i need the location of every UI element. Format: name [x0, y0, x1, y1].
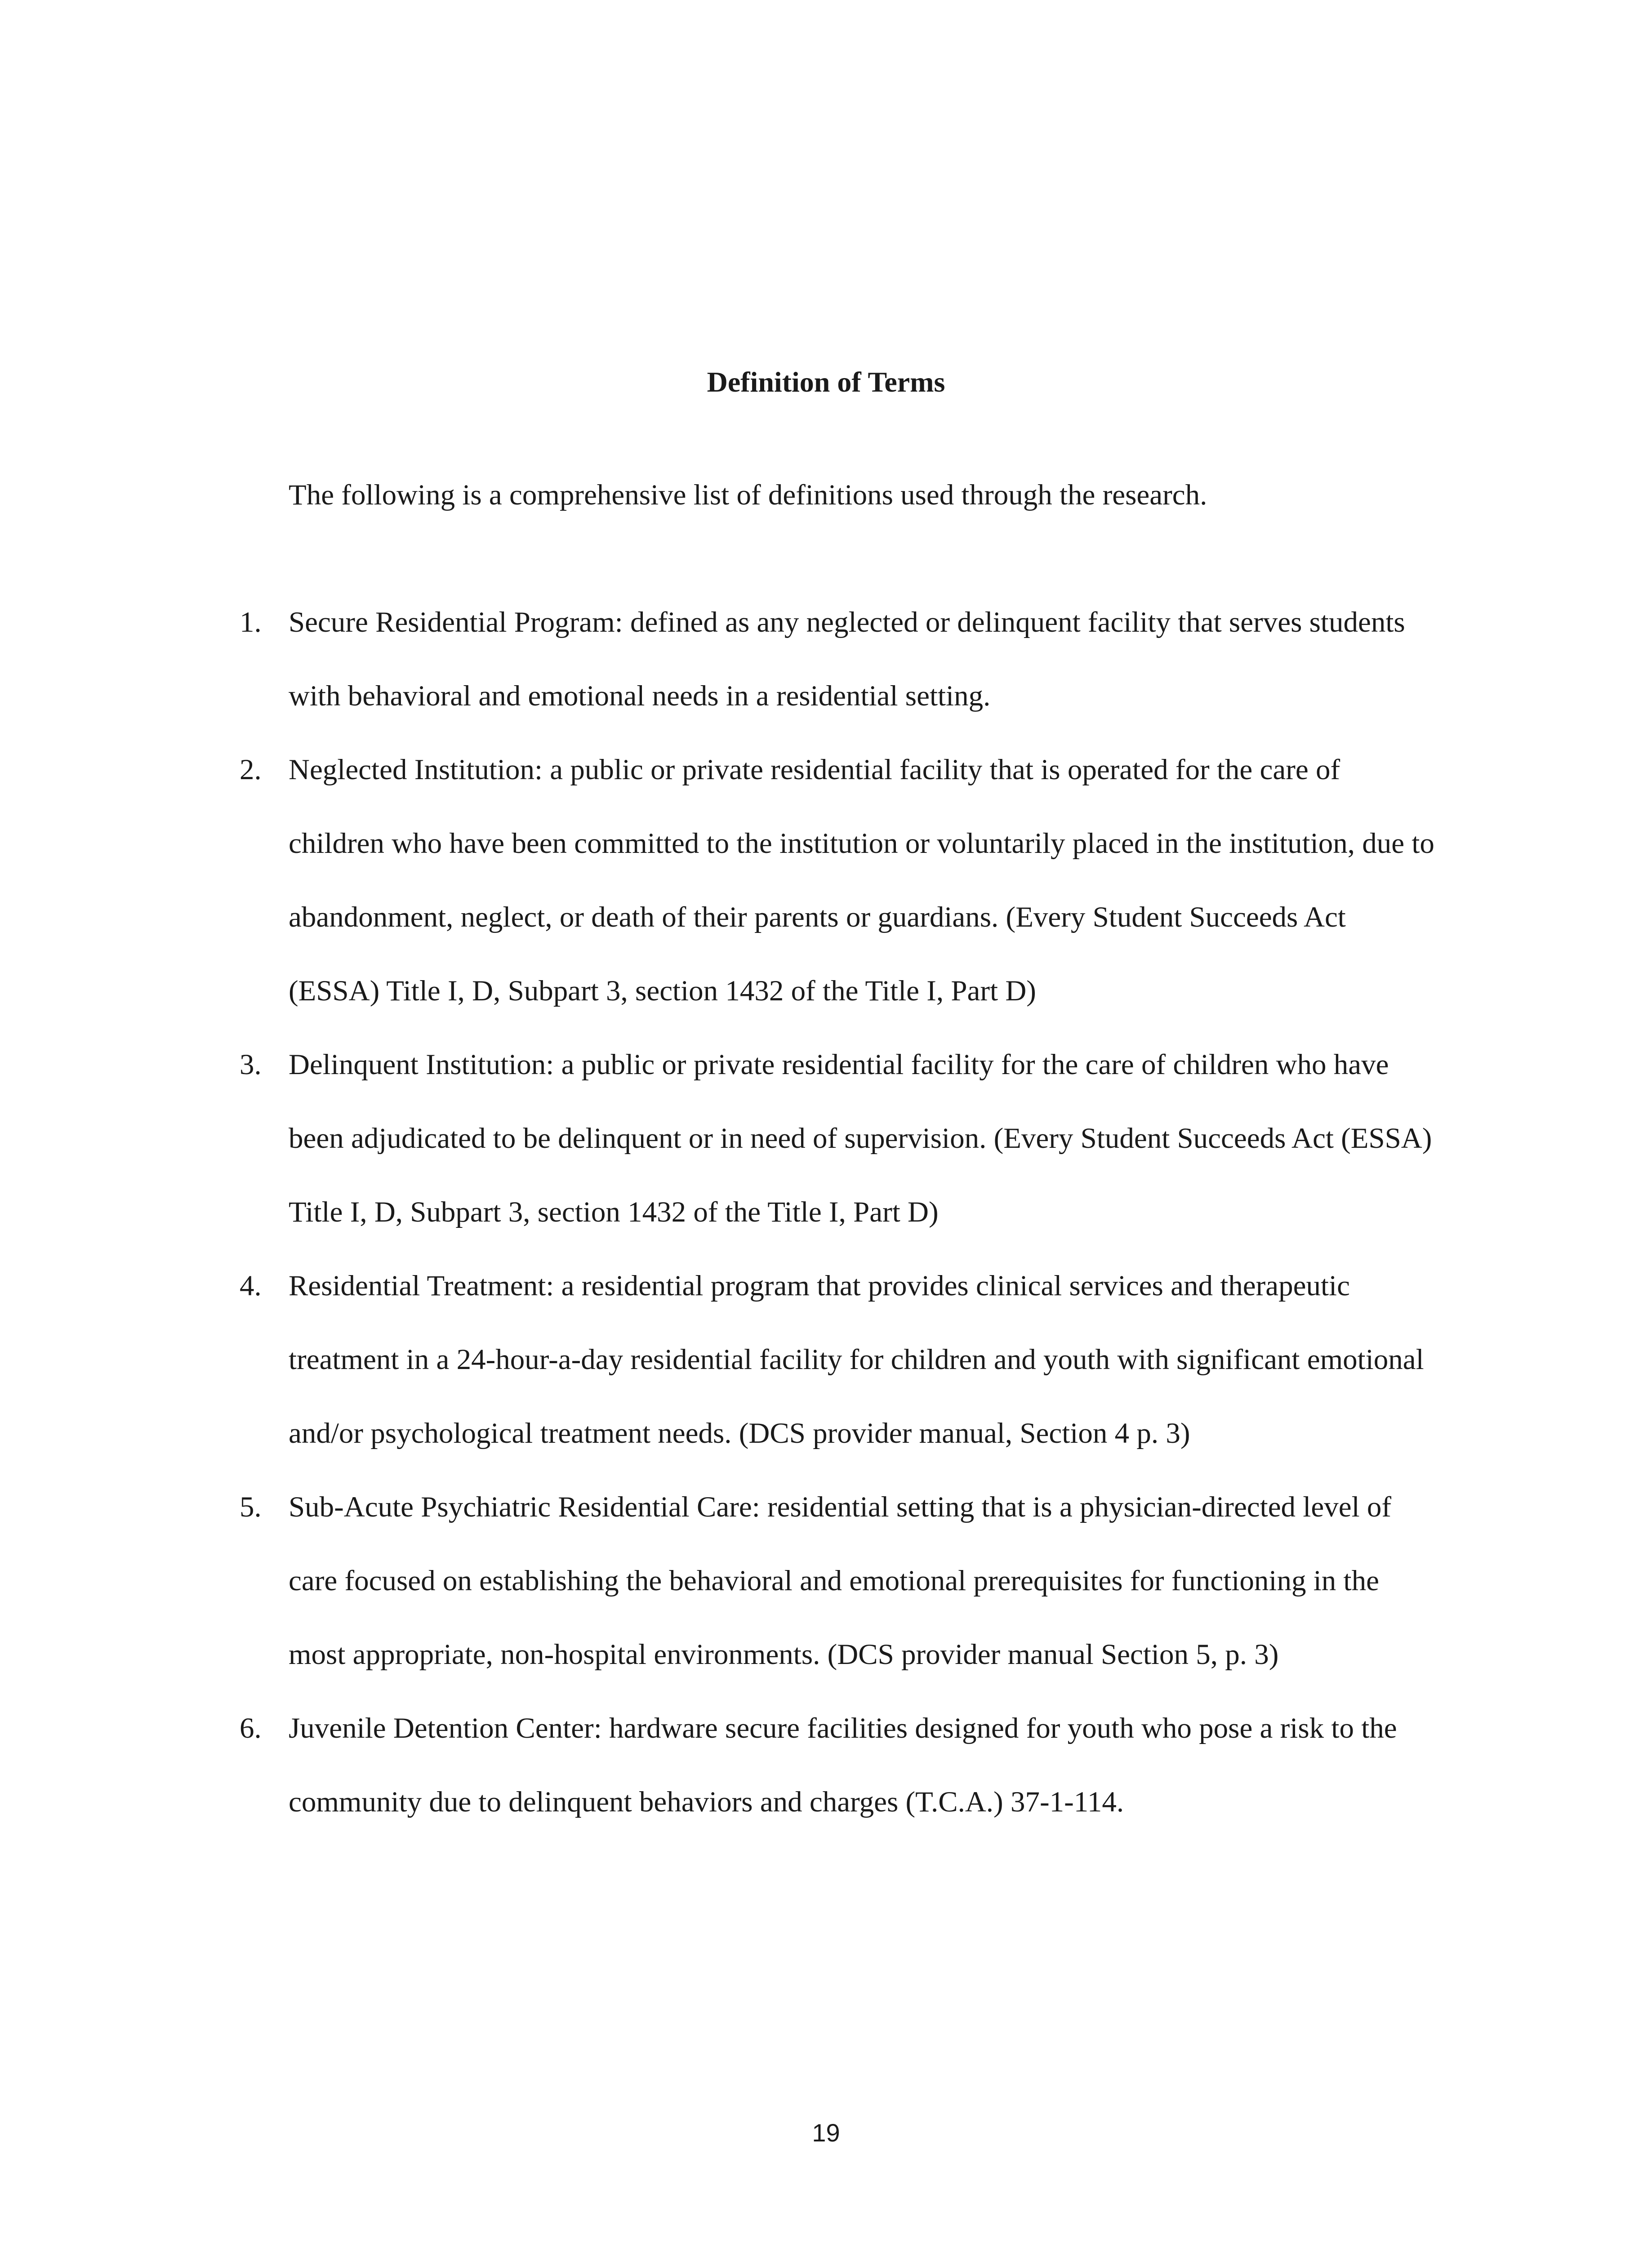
list-item: [0, 733, 1652, 1028]
list-item-text: Residential Treatment: a residential program that provides clinical services and therapeutic treatment in a 24-hour-a-day residential facility for children and youth with significant emotional and/or psychological treatment needs. (DCS provider manual, Section 4 p. 3): [289, 1270, 1424, 1450]
page-number: 19: [812, 2119, 840, 2147]
list-item-text: Neglected Institution: a public or private residential facility that is operated for the care of children who have been committed to the institution or voluntarily placed in the institution, due to abandonment, neglect, or death of their parents or guardians. (Every Student Succeeds Act (ESSA) Title I, D, Subpart 3, section 1432 of the Title I, Part D): [289, 754, 1434, 1007]
list-item-text: Secure Residential Program: defined as any neglected or delinquent facility that serves students with behavioral and emotional needs in a residential setting.: [289, 606, 1405, 712]
definitions-list: [0, 585, 1652, 1839]
list-item-text: Delinquent Institution: a public or private residential facility for the care of children who have been adjudicated to be delinquent or in need of supervision. (Every Student Succeeds Act (ESSA) Title I, D, Subpart 3, section 1432 of the Title I, Part D): [289, 1048, 1432, 1228]
intro-paragraph: The following is a comprehensive list of definitions used through the research.: [289, 479, 1207, 511]
list-item-number: 5.: [240, 1491, 262, 1523]
list-item: [0, 1028, 1652, 1249]
list-item: [0, 1470, 1652, 1691]
list-item-text: Juvenile Detention Center: hardware secure facilities designed for youth who pose a risk to the community due to delinquent behaviors and charges (T.C.A.) 37-1-114.: [289, 1712, 1397, 1818]
list-item-text: Sub-Acute Psychiatric Residential Care: residential setting that is a physician-directed level of care focused on establishing the behavioral and emotional prerequisites for functioning in the most appropriate, non-hospital environments. (DCS provider manual Section 5, p. 3): [289, 1491, 1392, 1671]
list-item-number: 3.: [240, 1048, 262, 1081]
list-item: [0, 585, 1652, 733]
list-item-number: 6.: [240, 1712, 262, 1744]
list-item-number: 4.: [240, 1270, 262, 1302]
page-title: Definition of Terms: [707, 366, 945, 398]
list-item: [0, 1249, 1652, 1470]
list-item-number: 1.: [240, 606, 262, 638]
list-item: [0, 1691, 1652, 1839]
list-item-number: 2.: [240, 754, 262, 786]
